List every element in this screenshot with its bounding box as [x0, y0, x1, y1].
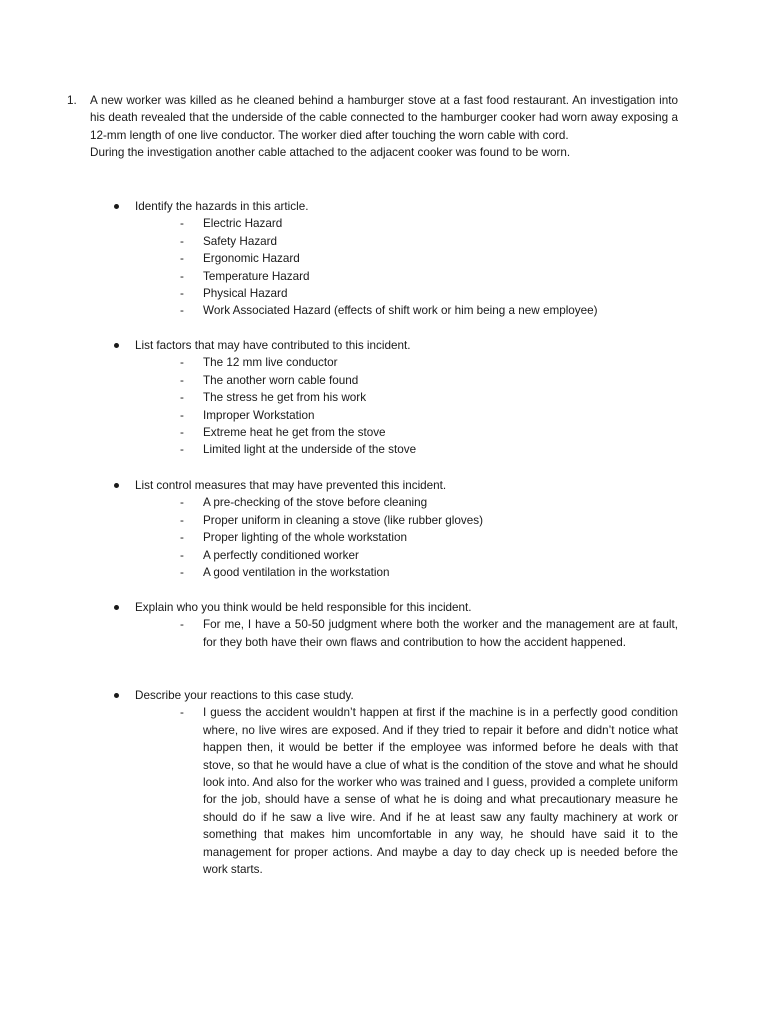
- answer-item: [0, 372, 768, 389]
- dash-icon: -: [180, 426, 184, 440]
- section-control-measures: [0, 477, 768, 581]
- answer-text: I guess the accident wouldn’t happen at first if the machine is in a perfectly good condition where, no live wires are exposed. And if they tried to repair it before and didn’t notice what happen then, it would be better if the employee was informed before he deals with that stove, so that he would have a clue of what is the condition of the stove and what he should look into. And also for the worker who was trained and I guess, provided a complete uniform for the job, should have a sense of what he is doing and what precautionary measure he should do if he saw a live wire. And if he at least saw any faulty machinery at work or something that makes him uncomfortable in any way, he should have said it to the management for proper actions. And maybe a day to day check up is needed before the work starts.: [203, 706, 678, 877]
- bullet-icon: [114, 483, 119, 488]
- dash-icon: -: [180, 304, 184, 318]
- dash-icon: -: [180, 618, 184, 632]
- answer-text: Proper lighting of the whole workstation: [203, 531, 407, 545]
- dash-icon: -: [180, 234, 184, 248]
- question-number: 1.: [67, 94, 77, 107]
- section-prompt: List factors that may have contributed to this incident.: [135, 339, 411, 352]
- section-prompt: List control measures that may have prevented this incident.: [135, 479, 447, 492]
- answer-text: Electric Hazard: [203, 217, 283, 231]
- answer-item: [0, 302, 768, 319]
- answer-item: [0, 285, 768, 302]
- answer-item: [0, 407, 768, 424]
- answer-item: [0, 529, 768, 546]
- answer-item: [0, 494, 768, 511]
- answer-item: [0, 512, 768, 529]
- answer-item: [0, 354, 768, 371]
- dash-icon: -: [180, 531, 184, 545]
- answer-item: [0, 704, 768, 878]
- question-paragraph: A new worker was killed as he cleaned behind a hamburger stove at a fast food restaurant. An investigation into his death revealed that the underside of the cable connected to the hamburger cooker had worn away exposing a 12-mm length of one live conductor. The worker died after touching the worn cable with cord.: [90, 94, 678, 142]
- dash-icon: -: [180, 566, 184, 580]
- dash-icon: -: [180, 252, 184, 266]
- answer-text: Temperature Hazard: [203, 269, 310, 283]
- bullet-icon: [114, 204, 119, 209]
- answer-item: [0, 268, 768, 285]
- bullet-icon: [114, 693, 119, 698]
- dash-icon: -: [180, 356, 184, 370]
- dash-icon: -: [180, 269, 184, 283]
- section-hazards: [0, 198, 768, 320]
- answer-text: Safety Hazard: [203, 234, 278, 248]
- answer-text: A pre-checking of the stove before cleaning: [203, 496, 428, 510]
- answer-text: The 12 mm live conductor: [203, 356, 338, 370]
- answer-item: [0, 233, 768, 250]
- dash-icon: -: [180, 496, 184, 510]
- answer-item: [0, 441, 768, 458]
- question-followup: During the investigation another cable attached to the adjacent cooker was found to be worn.: [90, 146, 571, 160]
- answer-item: [0, 616, 768, 651]
- answer-text: Physical Hazard: [203, 287, 288, 301]
- dash-icon: -: [180, 373, 184, 387]
- answer-text: Work Associated Hazard (effects of shift work or him being a new employee): [203, 304, 598, 318]
- section-responsibility: [0, 599, 768, 651]
- bullet-icon: [114, 605, 119, 610]
- answer-item: [0, 250, 768, 267]
- section-prompt: Explain who you think would be held responsible for this incident.: [135, 601, 472, 614]
- dash-icon: -: [180, 706, 184, 720]
- answer-text: Ergonomic Hazard: [203, 252, 300, 266]
- dash-icon: -: [180, 391, 184, 405]
- answer-text: A good ventilation in the workstation: [203, 566, 390, 580]
- dash-icon: -: [180, 217, 184, 231]
- answer-item: [0, 564, 768, 581]
- dash-icon: -: [180, 408, 184, 422]
- dash-icon: -: [180, 287, 184, 301]
- answer-text: Limited light at the underside of the stove: [203, 443, 417, 457]
- answer-text: The stress he get from his work: [203, 391, 367, 405]
- section-factors: [0, 337, 768, 459]
- section-prompt: Describe your reactions to this case study.: [135, 689, 354, 702]
- section-reactions: [0, 687, 768, 878]
- answer-text: A perfectly conditioned worker: [203, 548, 359, 562]
- answer-text: Extreme heat he get from the stove: [203, 426, 386, 440]
- bullet-icon: [114, 343, 119, 348]
- answer-text: Improper Workstation: [203, 408, 315, 422]
- dash-icon: -: [180, 443, 184, 457]
- answer-item: [0, 424, 768, 441]
- answer-item: [0, 215, 768, 232]
- answer-item: [0, 547, 768, 564]
- answer-item: [0, 389, 768, 406]
- question-intro: [90, 92, 678, 162]
- section-prompt: Identify the hazards in this article.: [135, 200, 309, 213]
- dash-icon: -: [180, 513, 184, 527]
- answer-text: The another worn cable found: [203, 373, 359, 387]
- answer-text: For me, I have a 50-50 judgment where both the worker and the management are at fault, for they both have their own flaws and contribution to how the accident happened.: [203, 618, 678, 649]
- dash-icon: -: [180, 548, 184, 562]
- answer-text: Proper uniform in cleaning a stove (like rubber gloves): [203, 513, 483, 527]
